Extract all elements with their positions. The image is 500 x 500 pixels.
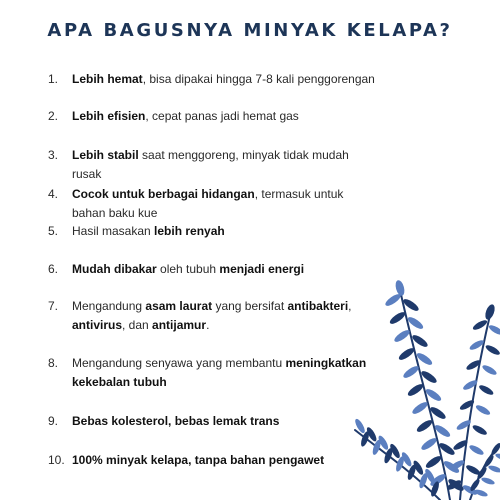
stem-main (400, 290, 450, 500)
text-phrase: saat menggoreng, minyak tidak mudah rusak (72, 148, 349, 181)
list-item-text (72, 412, 378, 431)
list-item (48, 297, 378, 335)
leaf-shape (415, 418, 434, 434)
leaf-shape (468, 443, 485, 456)
text-phrase: . (206, 318, 210, 332)
leaf-shape (484, 343, 500, 356)
list-item (48, 146, 378, 184)
leaf-shape (353, 418, 366, 435)
list-item (48, 70, 378, 89)
text-phrase: , cepat panas jadi hemat gas (145, 109, 299, 123)
leaf-shape (406, 382, 425, 398)
leaf-shape (484, 303, 497, 321)
bold-phrase: lebih renyah (154, 224, 225, 238)
bold-phrase: Lebih stabil (72, 148, 139, 162)
bold-phrase: Mudah dibakar (72, 262, 157, 276)
text-phrase: , (348, 299, 352, 313)
bold-phrase: Bebas kolesterol, bebas lemak trans (72, 414, 280, 428)
bold-phrase: 100% minyak kelapa, tanpa bahan pengawet (72, 453, 325, 467)
list-item (48, 107, 378, 126)
bold-phrase: asam laurat (145, 299, 213, 313)
list-item-text (72, 354, 378, 392)
text-phrase: , dan (122, 318, 153, 332)
leaf-shape (388, 310, 407, 326)
bold-phrase: Lebih efisien (72, 109, 146, 123)
list-item-number: 4. (48, 187, 59, 201)
bold-phrase: Cocok untuk berbagai hidangan (72, 187, 255, 201)
bold-phrase: antijamur (152, 318, 207, 332)
list-item-number: 9. (48, 414, 59, 428)
list-item-number: 3. (48, 148, 59, 162)
list-item-text (72, 297, 378, 335)
list-item-number: 7. (48, 299, 59, 313)
lavender-plant-illustration (340, 270, 500, 500)
list-item-text (72, 107, 378, 126)
list-item-number: 5. (48, 224, 59, 238)
leaf-shape (481, 363, 498, 376)
list-item (48, 185, 378, 223)
list-item (48, 354, 378, 392)
page-title: APA BAGUSNYA MINYAK KELAPA? (47, 20, 453, 41)
list-item-text (72, 260, 378, 279)
list-item-number: 6. (48, 262, 59, 276)
leaf-shape (394, 279, 406, 297)
list-item (48, 222, 378, 241)
text-phrase: , bisa dipakai hingga 7-8 kali penggorengan (142, 72, 375, 86)
leaf-shape (397, 346, 416, 362)
bold-phrase: antivirus (72, 318, 123, 332)
list-item-text (72, 146, 378, 184)
leaf-shape (481, 476, 496, 486)
text-phrase: Hasil masakan (72, 224, 155, 238)
bold-phrase: antibakteri (287, 299, 349, 313)
list-item-number: 10. (48, 453, 65, 467)
bold-phrase: Lebih hemat (72, 72, 143, 86)
leaf-shape (471, 423, 488, 436)
leaf-shape (488, 464, 500, 474)
leaf-shape (393, 328, 412, 344)
list-item-text (72, 185, 378, 223)
leaf-shape (402, 364, 421, 380)
text-phrase: yang bersifat (212, 299, 288, 313)
list-item-text (72, 451, 378, 470)
bold-phrase: meningkatkan kekebalan tubuh (72, 356, 367, 389)
leaf-shape (424, 454, 443, 470)
bold-phrase: menjadi energi (219, 262, 305, 276)
list-item (48, 451, 378, 470)
text-phrase: , termasuk untuk bahan baku kue (72, 187, 344, 220)
list-item-number: 8. (48, 356, 59, 370)
list-item (48, 260, 378, 279)
leaf-shape (475, 403, 492, 416)
text-phrase: Mengandung senyawa yang membantu (72, 356, 286, 370)
leaf-shape (474, 488, 489, 498)
leaf-shape (488, 323, 500, 336)
list-item-number: 1. (48, 72, 59, 86)
list-item-text (72, 70, 378, 89)
list-item (48, 412, 378, 431)
text-phrase: Mengandung (72, 299, 146, 313)
leaf-shape (420, 436, 439, 452)
list-item-number: 2. (48, 109, 59, 123)
leaf-shape (495, 452, 500, 462)
leaf-shape (411, 400, 430, 416)
text-phrase: oleh tubuh (156, 262, 220, 276)
leaf-shape (478, 383, 495, 396)
list-item-text (72, 222, 378, 241)
